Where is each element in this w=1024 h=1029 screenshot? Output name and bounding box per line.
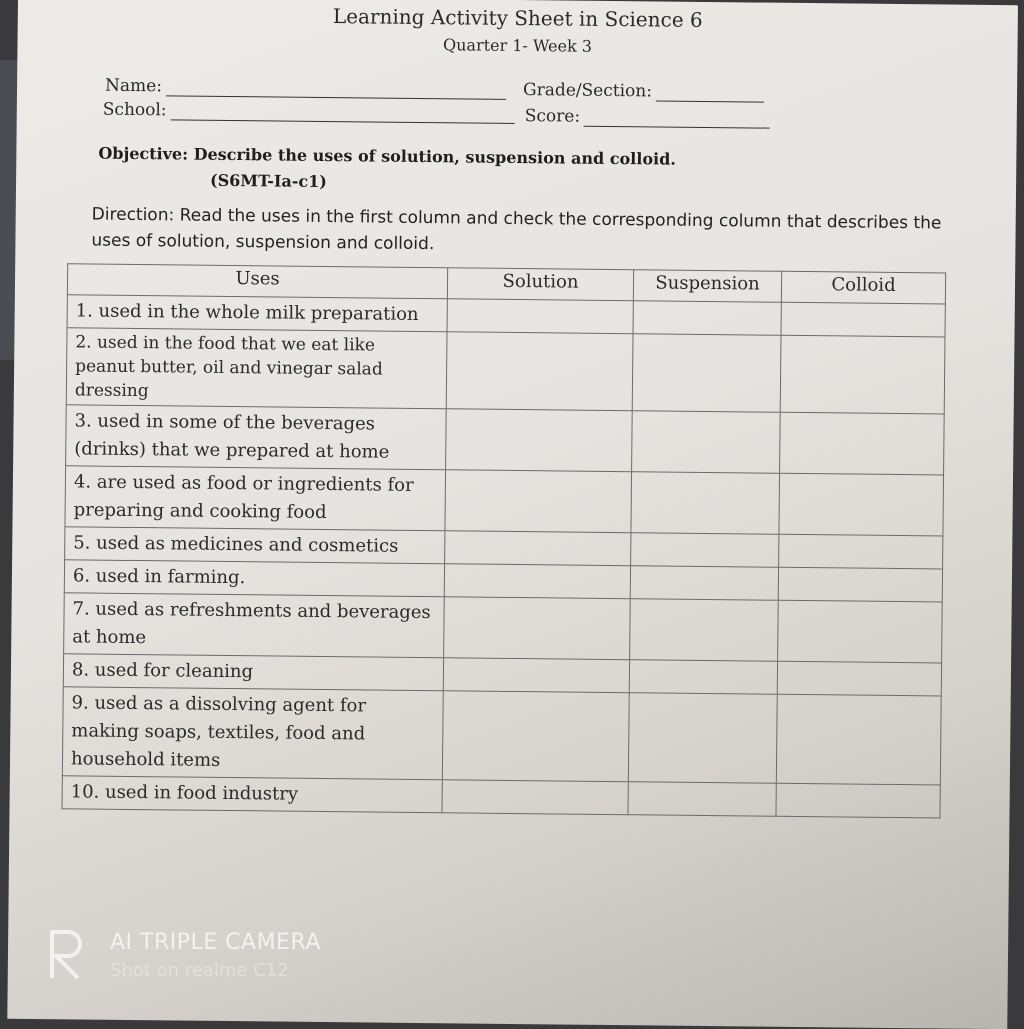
colloid-cell[interactable] — [779, 473, 944, 536]
table-row — [66, 328, 945, 414]
solution-cell[interactable] — [446, 332, 633, 411]
school-blank[interactable] — [170, 103, 514, 124]
suspension-cell[interactable] — [628, 782, 776, 817]
objective-code: (S6MT-Ia-c1) — [209, 170, 328, 192]
realme-logo-icon — [48, 928, 86, 980]
suspension-cell[interactable] — [633, 301, 781, 336]
header-colloid: Colloid — [781, 271, 945, 304]
suspension-cell[interactable] — [632, 334, 781, 413]
suspension-cell[interactable] — [632, 411, 781, 474]
grade-section-label: Grade/Section: — [522, 80, 653, 102]
colloid-cell[interactable] — [778, 600, 943, 663]
solution-cell[interactable] — [444, 597, 631, 660]
suspension-cell[interactable] — [631, 533, 779, 568]
watermark-line2: Shot on realme C12 — [110, 960, 289, 981]
colloid-cell[interactable] — [781, 302, 945, 337]
suspension-cell[interactable] — [631, 472, 780, 535]
colloid-cell[interactable] — [777, 661, 941, 696]
score-field[interactable] — [525, 106, 771, 129]
name-blank[interactable] — [166, 79, 506, 100]
suspension-cell[interactable] — [628, 693, 777, 784]
colloid-cell[interactable] — [778, 567, 942, 602]
suspension-cell[interactable] — [630, 566, 778, 601]
grade-section-field[interactable] — [523, 80, 764, 103]
use-cell: 1. used in the whole milk preparation — [67, 295, 447, 332]
colloid-cell[interactable] — [776, 783, 940, 818]
watermark-line1: AI TRIPLE CAMERA — [110, 930, 321, 955]
use-cell: 10. used in food industry — [62, 776, 442, 813]
name-field[interactable] — [105, 76, 506, 100]
use-cell: 2. used in the food that we eat like peanut butter, oil and vinegar salad dressing — [66, 328, 447, 409]
school-label: School: — [102, 99, 167, 121]
objective-text: Objective: Describe the uses of solution, suspension and colloid. — [98, 143, 677, 169]
use-cell: 6. used in farming. — [64, 560, 444, 597]
table-row — [65, 466, 944, 536]
suspension-cell[interactable] — [630, 599, 779, 662]
use-cell: 8. used for cleaning — [63, 654, 443, 691]
use-cell: 3. used in some of the beverages (drinks) that we prepared at home — [66, 405, 447, 470]
name-label: Name: — [104, 75, 163, 97]
header-uses: Uses — [67, 264, 447, 299]
solution-cell[interactable] — [442, 691, 629, 782]
colloid-cell[interactable] — [780, 335, 945, 414]
score-label: Score: — [524, 106, 581, 127]
suspension-cell[interactable] — [629, 660, 777, 695]
sheet-title: Learning Activity Sheet in Science 6 — [332, 4, 703, 32]
sheet-subtitle: Quarter 1- Week 3 — [442, 35, 593, 56]
solution-cell[interactable] — [445, 531, 631, 566]
use-cell: 7. used as refreshments and beverages at home — [64, 593, 445, 658]
solution-cell[interactable] — [442, 780, 628, 815]
use-cell: 4. are used as food or ingredients for preparing and cooking food — [65, 466, 446, 531]
colloid-cell[interactable] — [780, 412, 945, 475]
table-row — [66, 405, 945, 475]
direction-text: Direction: Read the uses in the first column and check the corresponding column that describes the uses of solution, suspension and colloid. — [91, 204, 942, 255]
school-field[interactable] — [103, 100, 515, 124]
use-cell: 9. used as a dissolving agent for making soaps, textiles, food and household items — [62, 687, 443, 780]
colloid-cell[interactable] — [779, 534, 943, 569]
use-cell: 5. used as medicines and cosmetics — [65, 527, 445, 564]
solution-cell[interactable] — [447, 299, 633, 334]
table-row — [64, 593, 943, 663]
solution-cell[interactable] — [443, 658, 629, 693]
score-blank[interactable] — [584, 110, 770, 129]
activity-sheet — [7, 0, 1018, 1029]
table-row — [62, 687, 941, 785]
uses-table — [62, 263, 947, 818]
header-suspension: Suspension — [633, 270, 781, 303]
header-solution: Solution — [447, 268, 633, 301]
solution-cell[interactable] — [444, 564, 630, 599]
grade-section-blank[interactable] — [656, 84, 764, 102]
solution-cell[interactable] — [446, 409, 633, 472]
colloid-cell[interactable] — [776, 694, 941, 785]
solution-cell[interactable] — [445, 470, 632, 533]
